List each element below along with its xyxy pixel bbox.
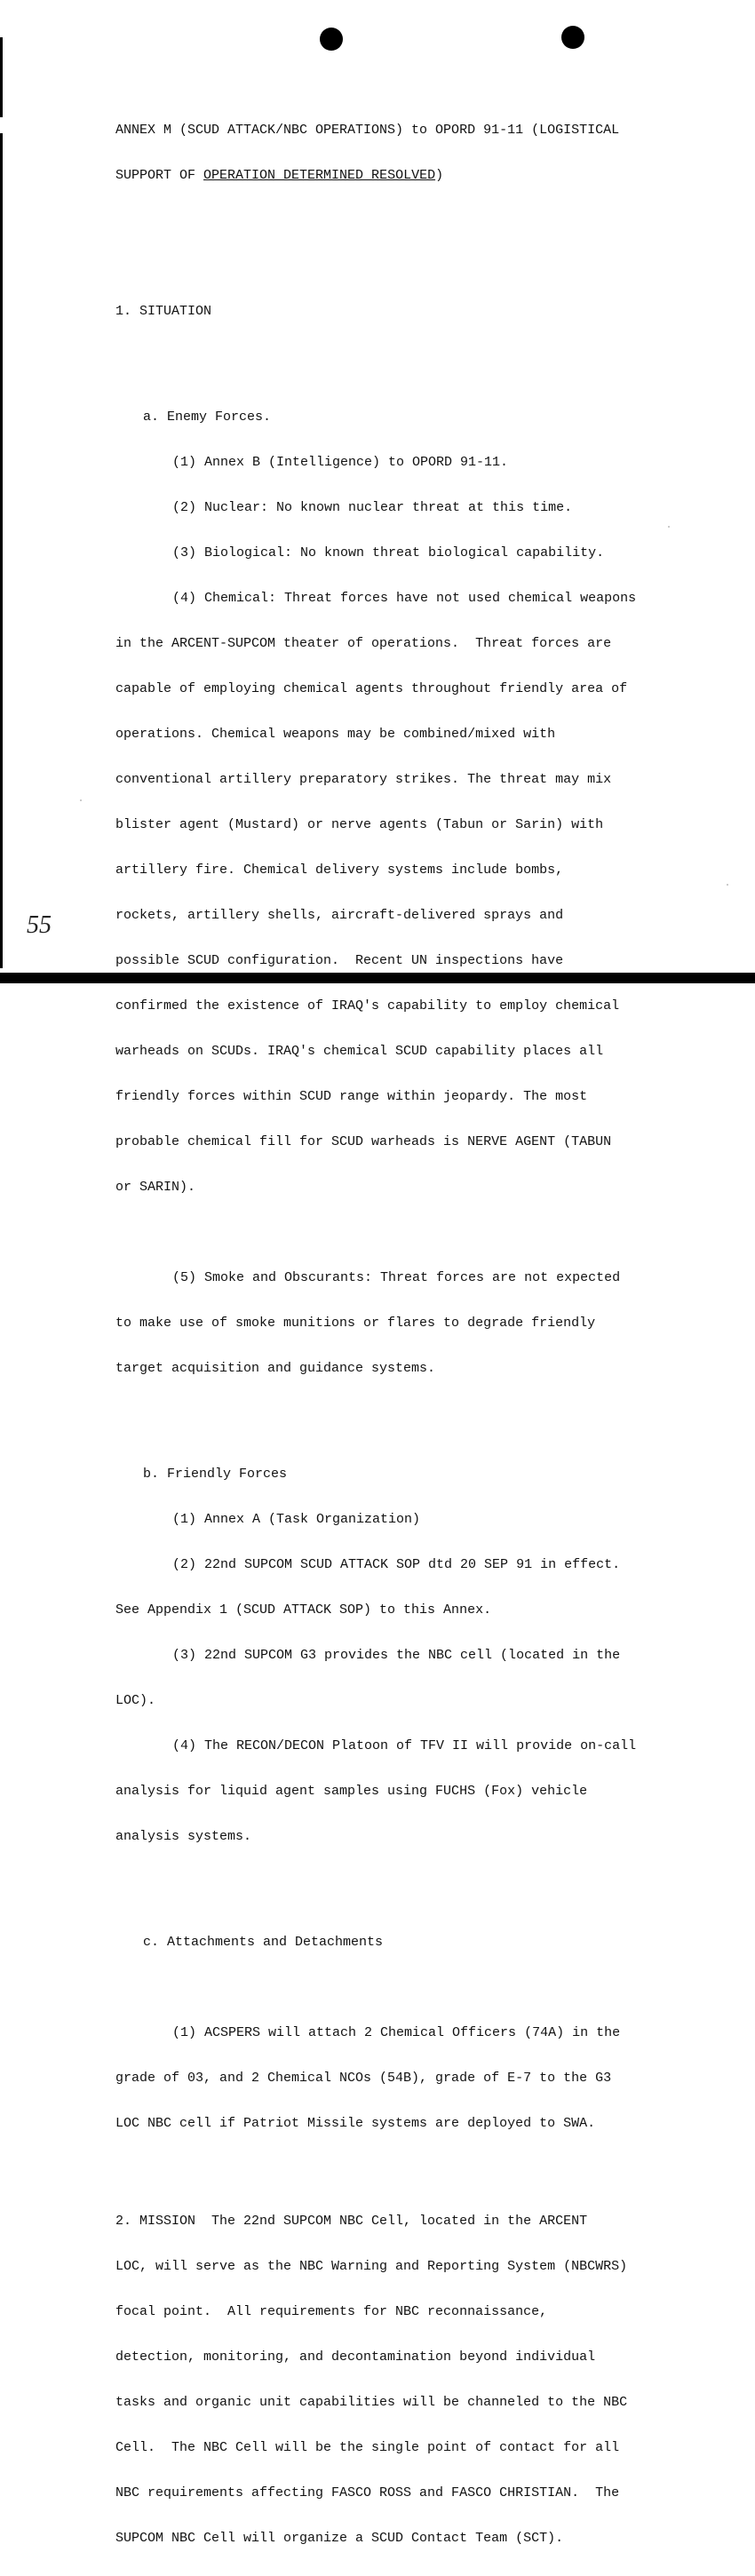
subsection-heading-friendly-forces: b. Friendly Forces — [143, 1467, 288, 1482]
mission-line: focal point. All requirements for NBC reconnaissance, — [115, 2304, 548, 2319]
friendly-item-4-line: analysis for liquid agent samples using FUCHS (Fox) vehicle — [115, 1784, 588, 1799]
friendly-item-3-line: LOC). — [115, 1693, 156, 1708]
enemy-item-4-line: (4) Chemical: Threat forces have not used chemical weapons — [172, 591, 637, 606]
enemy-item-4-line: capable of employing chemical agents throughout friendly area of — [115, 681, 628, 696]
annex-title-line1: ANNEX M (SCUD ATTACK/NBC OPERATIONS) to OPORD 91-11 (LOGISTICAL — [115, 123, 620, 138]
enemy-item-5-line: to make use of smoke munitions or flares to degrade friendly — [115, 1316, 596, 1331]
mission-line: SUPCOM NBC Cell will organize a SCUD Contact Team (SCT). — [115, 2531, 564, 2546]
enemy-item-3: (3) Biological: No known threat biological capability. — [172, 545, 605, 561]
mission-line: NBC requirements affecting FASCO ROSS and FASCO CHRISTIAN. The — [115, 2485, 620, 2500]
subsection-heading-attachments: c. Attachments and Detachments — [143, 1935, 384, 1950]
enemy-item-5-line: target acquisition and guidance systems. — [115, 1361, 436, 1376]
enemy-item-4-line: possible SCUD configuration. Recent UN inspections have — [115, 953, 564, 968]
enemy-item-4-line: friendly forces within SCUD range within jeopardy. The most — [115, 1089, 588, 1104]
friendly-item-4-line: analysis systems. — [115, 1829, 252, 1844]
attachments-item-1-line: (1) ACSPERS will attach 2 Chemical Officers (74A) in the — [172, 2025, 621, 2040]
enemy-item-4-line: artillery fire. Chemical delivery systems include bombs, — [115, 863, 564, 878]
mission-line: Cell. The NBC Cell will be the single point of contact for all — [115, 2440, 620, 2455]
enemy-item-4-line: confirmed the existence of IRAQ's capability to employ chemical — [115, 998, 620, 1014]
scan-speck — [80, 799, 82, 801]
friendly-item-1: (1) Annex A (Task Organization) — [172, 1512, 421, 1527]
punch-hole-right — [561, 26, 584, 49]
scan-left-edge-top — [0, 37, 3, 117]
friendly-item-2-line: (2) 22nd SUPCOM SCUD ATTACK SOP dtd 20 SEP 91 in effect. — [172, 1557, 621, 1572]
attachments-item-1-line: LOC NBC cell if Patriot Missile systems are deployed to SWA. — [115, 2116, 596, 2131]
friendly-item-4-line: (4) The RECON/DECON Platoon of TFV II will provide on-call — [172, 1738, 637, 1753]
subsection-heading-enemy-forces: a. Enemy Forces. — [143, 409, 272, 425]
enemy-item-4-line: conventional artillery preparatory strikes. The threat may mix — [115, 772, 612, 787]
mission-line: detection, monitoring, and decontamination beyond individual — [115, 2349, 596, 2365]
enemy-item-4-line: warheads on SCUDs. IRAQ's chemical SCUD capability places all — [115, 1044, 604, 1059]
attachments-item-1-line: grade of 03, and 2 Chemical NCOs (54B), grade of E-7 to the G3 — [115, 2071, 612, 2086]
friendly-item-3-line: (3) 22nd SUPCOM G3 provides the NBC cell (located in the — [172, 1648, 621, 1663]
enemy-item-4-line: rockets, artillery shells, aircraft-delivered sprays and — [115, 908, 564, 923]
mission-line: tasks and organic unit capabilities will be channeled to the NBC — [115, 2395, 628, 2410]
annex-title-line2: SUPPORT OF OPERATION DETERMINED RESOLVED) — [115, 168, 444, 183]
document-body — [115, 92, 728, 2576]
enemy-item-4-line: probable chemical fill for SCUD warheads is NERVE AGENT (TABUN — [115, 1134, 612, 1149]
enemy-item-1: (1) Annex B (Intelligence) to OPORD 91-11. — [172, 455, 509, 470]
friendly-item-2-line: See Appendix 1 (SCUD ATTACK SOP) to this Annex. — [115, 1602, 492, 1618]
enemy-item-4-line: operations. Chemical weapons may be combined/mixed with — [115, 727, 556, 742]
scan-left-edge — [0, 133, 3, 968]
enemy-item-4-line: or SARIN). — [115, 1180, 196, 1195]
enemy-item-5-line: (5) Smoke and Obscurants: Threat forces are not expected — [172, 1270, 621, 1285]
section-heading-situation: 1. SITUATION — [115, 304, 212, 319]
punch-hole-left — [320, 28, 343, 51]
page-number: 55 — [27, 911, 52, 939]
mission-line: LOC, will serve as the NBC Warning and Reporting System (NBCWRS) — [115, 2259, 628, 2274]
operation-name: OPERATION DETERMINED RESOLVED — [203, 168, 436, 183]
mission-line: 2. MISSION The 22nd SUPCOM NBC Cell, located in the ARCENT — [115, 2214, 588, 2229]
enemy-item-2: (2) Nuclear: No known nuclear threat at this time. — [172, 500, 573, 515]
enemy-item-4-line: in the ARCENT-SUPCOM theater of operations. Threat forces are — [115, 636, 612, 651]
enemy-item-4-line: blister agent (Mustard) or nerve agents (Tabun or Sarin) with — [115, 817, 604, 832]
